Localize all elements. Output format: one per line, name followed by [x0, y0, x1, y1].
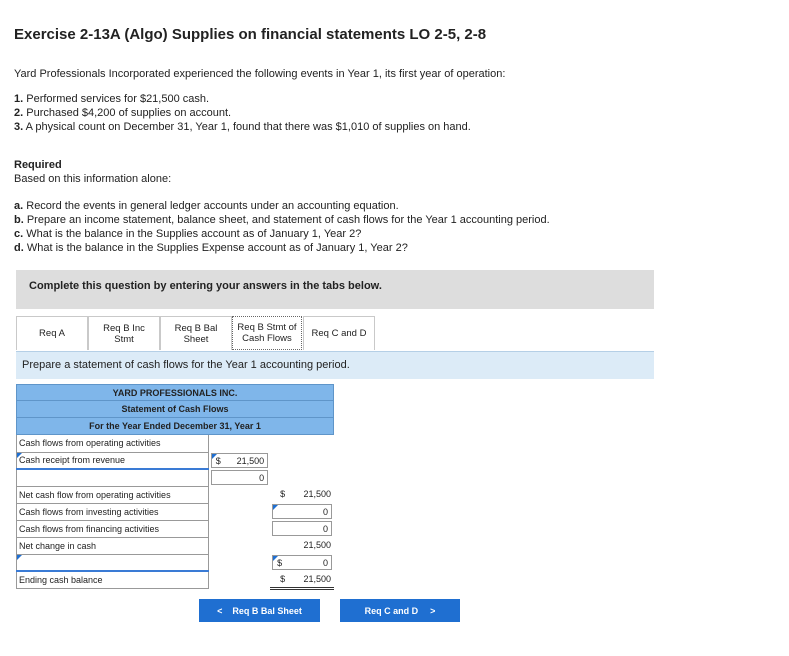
tab-req-b-bal-sheet[interactable]: Req B Bal Sheet	[160, 316, 232, 350]
table-row	[17, 452, 335, 469]
required-heading: Required	[14, 159, 62, 171]
next-req-button[interactable]: Req C and D >	[340, 599, 460, 622]
required-subheading: Based on this information alone:	[14, 173, 172, 185]
event-item: 2. Purchased $4,200 of supplies on account.	[14, 107, 232, 119]
investing-label: Cash flows from investing activities	[17, 503, 209, 520]
exercise-title: Exercise 2-13A (Algo) Supplies on financial statements LO 2-5, 2-8	[14, 26, 487, 43]
net-change-label: Net change in cash	[17, 537, 209, 554]
tab-req-a[interactable]: Req A	[16, 316, 88, 350]
tab-req-c-and-d[interactable]: Req C and D	[303, 316, 375, 350]
statement-company: YARD PROFESSIONALS INC.	[17, 384, 333, 401]
chevron-right-icon: >	[430, 605, 436, 616]
marker-flag-icon	[273, 505, 278, 510]
requirements-list	[14, 199, 550, 255]
cash-flow-statement	[16, 384, 334, 590]
financing-label: Cash flows from financing activities	[17, 520, 209, 537]
table-row	[17, 435, 335, 452]
table-row	[17, 503, 335, 520]
tab-instruction-bar	[16, 351, 654, 379]
net-change-value: 21,500	[303, 540, 331, 550]
table-row	[17, 520, 335, 537]
event-item: 1. Performed services for $21,500 cash.	[14, 93, 210, 105]
investing-input[interactable]: 0	[270, 503, 334, 520]
cash-receipt-input[interactable]: $ 21,500	[208, 452, 270, 469]
table-row	[17, 554, 335, 571]
marker-flag-icon	[17, 555, 22, 560]
statement-period: For the Year Ended December 31, Year 1	[17, 418, 333, 435]
beginning-label-cell[interactable]	[17, 554, 209, 571]
cash-receipt-label-cell[interactable]: Cash receipt from revenue	[17, 452, 209, 469]
complete-instruction-box	[16, 270, 654, 309]
table-row	[17, 486, 335, 503]
statement-name: Statement of Cash Flows	[17, 401, 333, 418]
complete-instruction-text: Complete this question by entering your answers in the tabs below.	[29, 280, 382, 292]
tab-instruction-text: Prepare a statement of cash flows for the Year 1 accounting period.	[22, 359, 350, 371]
table-row	[17, 469, 335, 486]
financing-input[interactable]: 0	[270, 520, 334, 537]
marker-flag-icon	[17, 453, 22, 458]
requirement-item: d. What is the balance in the Supplies Expense account as of January 1, Year 2?	[14, 242, 408, 254]
events-list	[14, 92, 471, 134]
blank-label-cell[interactable]	[17, 469, 209, 486]
table-row	[17, 537, 335, 554]
net-operating-value: $ 21,500	[280, 489, 331, 499]
beginning-balance-input[interactable]: $ 0	[270, 554, 334, 571]
tab-req-b-inc-stmt[interactable]: Req B Inc Stmt	[88, 316, 160, 350]
net-operating-label: Net cash flow from operating activities	[17, 486, 209, 503]
table-row	[17, 571, 335, 588]
intro-text: Yard Professionals Incorporated experienced the following events in Year 1, its first year of operation:	[14, 68, 506, 80]
requirement-item: a. Record the events in general ledger accounts under an accounting equation.	[14, 200, 399, 212]
tab-req-b-stmt-cash-flows[interactable]: Req B Stmt of Cash Flows	[232, 316, 302, 350]
ending-balance-value: $ 21,500	[270, 571, 334, 588]
operating-header: Cash flows from operating activities	[17, 435, 209, 452]
ending-label: Ending cash balance	[17, 571, 209, 588]
requirement-tabs	[16, 316, 654, 351]
blank-amount-input[interactable]: 0	[208, 469, 270, 486]
requirement-item: b. Prepare an income statement, balance sheet, and statement of cash flows for the Year 1 accounting period.	[14, 214, 550, 226]
prev-req-button[interactable]: < Req B Bal Sheet	[199, 599, 320, 622]
requirement-item: c. What is the balance in the Supplies account as of January 1, Year 2?	[14, 228, 362, 240]
event-item: 3. A physical count on December 31, Year 1, found that there was $1,010 of supplies on hand.	[14, 121, 471, 133]
chevron-left-icon: <	[217, 605, 223, 616]
